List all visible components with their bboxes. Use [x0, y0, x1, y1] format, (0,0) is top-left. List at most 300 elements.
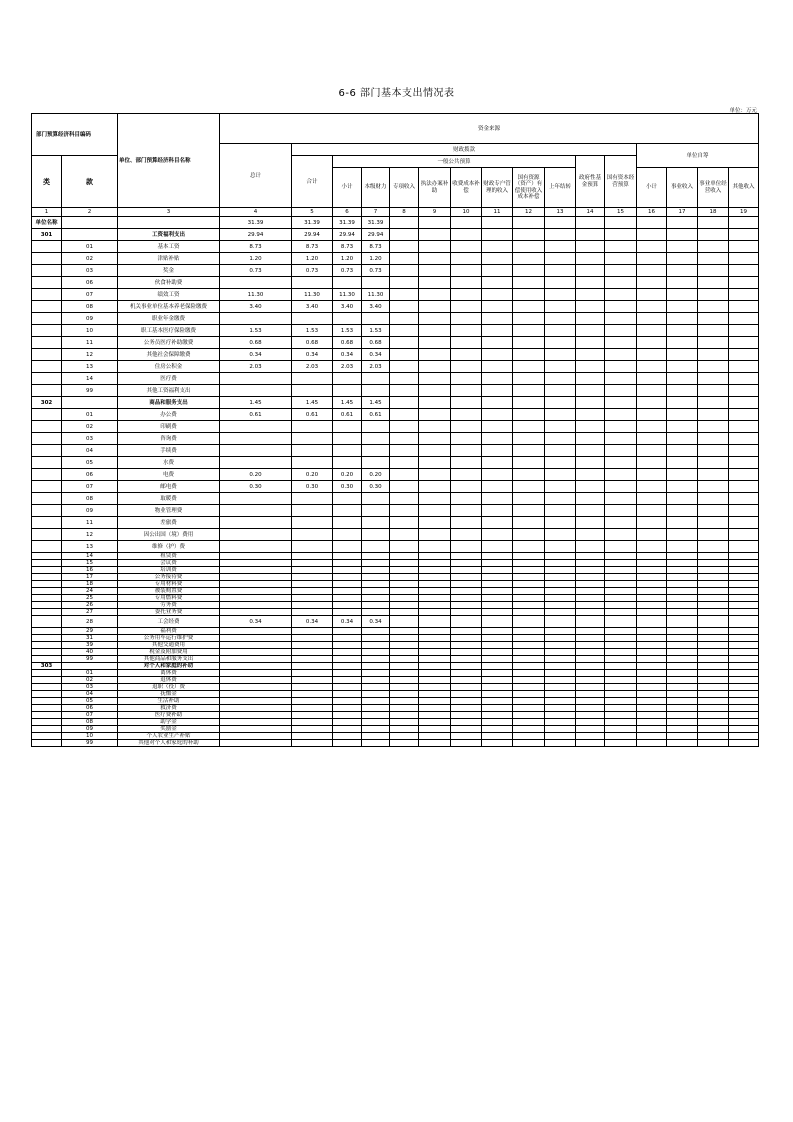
cell-empty	[605, 229, 637, 241]
cell-total: 0.73	[220, 265, 292, 277]
cell-empty	[482, 397, 513, 409]
cell-empty	[482, 337, 513, 349]
cell-empty	[390, 541, 419, 553]
cell-empty	[545, 642, 576, 649]
table-row	[32, 229, 759, 241]
cell-name: 租赁费	[118, 553, 220, 560]
table-row	[32, 691, 759, 698]
cell-empty	[637, 670, 667, 677]
cell-empty	[390, 656, 419, 663]
table-row	[32, 241, 759, 253]
cell-empty	[419, 588, 451, 595]
cell-lei	[32, 541, 62, 553]
cell-subtotal	[333, 649, 362, 656]
cell-empty	[729, 712, 759, 719]
cell-empty	[390, 529, 419, 541]
cell-empty	[698, 628, 729, 635]
cell-name: 其他交通费用	[118, 642, 220, 649]
cell-kuan: 17	[62, 574, 118, 581]
cell-empty	[545, 241, 576, 253]
cell-empty	[419, 705, 451, 712]
cell-empty	[545, 337, 576, 349]
table-row	[32, 505, 759, 517]
cell-empty	[451, 574, 482, 581]
cell-empty	[637, 349, 667, 361]
cell-lei	[32, 609, 62, 616]
cell-empty	[637, 541, 667, 553]
cell-empty	[482, 361, 513, 373]
cell-empty	[482, 642, 513, 649]
table-row	[32, 663, 759, 670]
cell-empty	[545, 616, 576, 628]
cell-empty	[605, 616, 637, 628]
cell-kuan: 99	[62, 740, 118, 747]
cell-empty	[576, 349, 605, 361]
cell-empty	[698, 691, 729, 698]
cell-empty	[482, 635, 513, 642]
cell-total	[220, 595, 292, 602]
cell-empty	[390, 481, 419, 493]
cell-empty	[576, 481, 605, 493]
cell-total: 0.34	[220, 616, 292, 628]
header-c-shoufei: 收费成本补偿	[451, 168, 482, 208]
cell-subtotal	[333, 602, 362, 609]
cell-empty	[729, 313, 759, 325]
cell-empty	[605, 719, 637, 726]
header-code-group: 部门预算经济科目编码	[32, 114, 118, 156]
cell-empty	[729, 698, 759, 705]
cell-empty	[576, 588, 605, 595]
cell-empty	[451, 397, 482, 409]
cell-empty	[667, 337, 698, 349]
cell-empty	[637, 588, 667, 595]
cell-empty	[667, 712, 698, 719]
cell-benji	[362, 609, 390, 616]
cell-empty	[513, 409, 545, 421]
cell-kuan	[62, 397, 118, 409]
cell-empty	[482, 684, 513, 691]
cell-empty	[513, 493, 545, 505]
cell-empty	[390, 277, 419, 289]
cell-name: 个人农业生产补贴	[118, 733, 220, 740]
cell-empty	[637, 733, 667, 740]
cell-empty	[451, 325, 482, 337]
cell-lei	[32, 313, 62, 325]
cell-empty	[605, 361, 637, 373]
table-row	[32, 433, 759, 445]
cell-subtotal-all: 0.34	[292, 616, 333, 628]
cell-empty	[513, 541, 545, 553]
cell-subtotal-all	[292, 733, 333, 740]
cell-subtotal-all: 3.40	[292, 301, 333, 313]
cell-empty	[545, 670, 576, 677]
cell-empty	[605, 529, 637, 541]
cell-empty	[390, 567, 419, 574]
cell-empty	[545, 656, 576, 663]
column-number: 16	[637, 208, 667, 217]
cell-empty	[637, 217, 667, 229]
cell-empty	[419, 433, 451, 445]
cell-empty	[637, 277, 667, 289]
cell-empty	[513, 421, 545, 433]
cell-empty	[390, 493, 419, 505]
cell-empty	[637, 595, 667, 602]
cell-empty	[513, 349, 545, 361]
cell-lei	[32, 349, 62, 361]
cell-empty	[605, 265, 637, 277]
cell-empty	[729, 505, 759, 517]
cell-empty	[698, 517, 729, 529]
header-kuan: 款	[62, 156, 118, 208]
cell-empty	[482, 553, 513, 560]
cell-empty	[576, 684, 605, 691]
cell-lei	[32, 733, 62, 740]
cell-empty	[637, 229, 667, 241]
cell-kuan: 99	[62, 656, 118, 663]
cell-total	[220, 574, 292, 581]
cell-empty	[637, 609, 667, 616]
cell-empty	[545, 277, 576, 289]
cell-name: 奖励金	[118, 726, 220, 733]
cell-empty	[605, 649, 637, 656]
cell-empty	[545, 385, 576, 397]
cell-benji	[362, 421, 390, 433]
cell-empty	[451, 602, 482, 609]
table-row	[32, 217, 759, 229]
cell-kuan: 09	[62, 505, 118, 517]
cell-kuan: 12	[62, 349, 118, 361]
cell-empty	[545, 349, 576, 361]
cell-empty	[390, 677, 419, 684]
cell-empty	[390, 616, 419, 628]
cell-empty	[605, 505, 637, 517]
cell-empty	[576, 628, 605, 635]
cell-empty	[667, 726, 698, 733]
cell-name: 福利费	[118, 628, 220, 635]
table-row	[32, 349, 759, 361]
cell-empty	[545, 581, 576, 588]
cell-empty	[576, 553, 605, 560]
cell-empty	[576, 635, 605, 642]
cell-subtotal: 29.94	[333, 229, 362, 241]
cell-empty	[605, 705, 637, 712]
cell-name: 维修（护）费	[118, 541, 220, 553]
cell-empty	[451, 663, 482, 670]
cell-lei	[32, 421, 62, 433]
cell-empty	[419, 421, 451, 433]
cell-empty	[605, 663, 637, 670]
cell-empty	[545, 253, 576, 265]
table-row	[32, 541, 759, 553]
cell-empty	[451, 581, 482, 588]
cell-empty	[605, 445, 637, 457]
cell-empty	[451, 229, 482, 241]
cell-empty	[729, 616, 759, 628]
cell-empty	[698, 409, 729, 421]
cell-empty	[605, 313, 637, 325]
cell-empty	[605, 642, 637, 649]
cell-empty	[451, 493, 482, 505]
cell-empty	[605, 567, 637, 574]
cell-name: 工资福利支出	[118, 229, 220, 241]
cell-name: 公务员医疗补助缴费	[118, 337, 220, 349]
cell-kuan: 11	[62, 517, 118, 529]
cell-empty	[576, 361, 605, 373]
cell-lei	[32, 289, 62, 301]
cell-empty	[390, 253, 419, 265]
cell-total	[220, 663, 292, 670]
cell-name: 生活补助	[118, 698, 220, 705]
cell-empty	[513, 337, 545, 349]
cell-empty	[419, 265, 451, 277]
header-c-benji: 本级财力	[362, 168, 390, 208]
cell-lei	[32, 581, 62, 588]
cell-total	[220, 277, 292, 289]
cell-name: 专用材料费	[118, 581, 220, 588]
cell-subtotal	[333, 541, 362, 553]
cell-empty	[419, 712, 451, 719]
header-general-budget: 一般公共预算	[333, 156, 576, 168]
cell-empty	[576, 289, 605, 301]
cell-empty	[576, 469, 605, 481]
unit-label: 单位：万元	[729, 108, 757, 114]
cell-empty	[390, 445, 419, 457]
cell-empty	[667, 740, 698, 747]
cell-benji: 0.34	[362, 616, 390, 628]
column-number: 2	[62, 208, 118, 217]
cell-empty	[605, 698, 637, 705]
cell-empty	[637, 433, 667, 445]
cell-subtotal-all	[292, 602, 333, 609]
cell-empty	[729, 493, 759, 505]
cell-total	[220, 733, 292, 740]
cell-subtotal-all: 2.03	[292, 361, 333, 373]
cell-empty	[729, 433, 759, 445]
table-row	[32, 567, 759, 574]
cell-subtotal-all: 1.45	[292, 397, 333, 409]
cell-empty	[545, 397, 576, 409]
cell-benji	[362, 642, 390, 649]
cell-subtotal-all	[292, 581, 333, 588]
cell-empty	[729, 349, 759, 361]
cell-lei	[32, 505, 62, 517]
cell-empty	[513, 445, 545, 457]
cell-empty	[667, 217, 698, 229]
cell-empty	[667, 361, 698, 373]
cell-empty	[667, 541, 698, 553]
table-row	[32, 469, 759, 481]
cell-empty	[698, 574, 729, 581]
cell-empty	[513, 241, 545, 253]
cell-name: 抚恤金	[118, 691, 220, 698]
cell-subtotal	[333, 719, 362, 726]
cell-subtotal-all: 0.30	[292, 481, 333, 493]
cell-kuan: 01	[62, 241, 118, 253]
cell-empty	[667, 289, 698, 301]
cell-empty	[637, 445, 667, 457]
cell-empty	[729, 289, 759, 301]
table-row	[32, 560, 759, 567]
cell-empty	[667, 602, 698, 609]
cell-empty	[667, 349, 698, 361]
cell-empty	[545, 313, 576, 325]
cell-empty	[605, 635, 637, 642]
cell-empty	[605, 670, 637, 677]
cell-empty	[637, 740, 667, 747]
cell-name: 税金及附加费用	[118, 649, 220, 656]
cell-empty	[390, 574, 419, 581]
cell-total	[220, 529, 292, 541]
cell-name: 医疗费补助	[118, 712, 220, 719]
cell-empty	[698, 684, 729, 691]
table-row	[32, 616, 759, 628]
cell-empty	[482, 705, 513, 712]
cell-empty	[451, 337, 482, 349]
cell-empty	[637, 691, 667, 698]
cell-empty	[667, 581, 698, 588]
cell-empty	[576, 433, 605, 445]
cell-empty	[390, 337, 419, 349]
cell-total: 8.73	[220, 241, 292, 253]
cell-empty	[451, 635, 482, 642]
cell-empty	[451, 684, 482, 691]
cell-name: 培训费	[118, 567, 220, 574]
cell-empty	[698, 616, 729, 628]
cell-empty	[545, 663, 576, 670]
cell-empty	[698, 726, 729, 733]
cell-benji	[362, 740, 390, 747]
cell-empty	[637, 361, 667, 373]
cell-empty	[698, 229, 729, 241]
cell-empty	[513, 656, 545, 663]
cell-empty	[419, 567, 451, 574]
cell-benji	[362, 529, 390, 541]
cell-empty	[513, 733, 545, 740]
cell-empty	[605, 325, 637, 337]
cell-empty	[390, 373, 419, 385]
cell-lei	[32, 595, 62, 602]
cell-empty	[667, 698, 698, 705]
cell-total	[220, 493, 292, 505]
table-row	[32, 574, 759, 581]
cell-empty	[637, 457, 667, 469]
cell-benji: 0.20	[362, 469, 390, 481]
cell-empty	[605, 740, 637, 747]
cell-name: 邮电费	[118, 481, 220, 493]
cell-empty	[513, 481, 545, 493]
table-row	[32, 602, 759, 609]
cell-empty	[419, 740, 451, 747]
cell-total	[220, 385, 292, 397]
cell-empty	[698, 301, 729, 313]
cell-empty	[451, 301, 482, 313]
cell-empty	[576, 217, 605, 229]
cell-empty	[451, 277, 482, 289]
cell-empty	[576, 719, 605, 726]
cell-subtotal	[333, 433, 362, 445]
cell-total	[220, 581, 292, 588]
cell-benji	[362, 698, 390, 705]
cell-subtotal-all	[292, 517, 333, 529]
cell-empty	[419, 505, 451, 517]
cell-name: 退职（役）费	[118, 684, 220, 691]
cell-lei	[32, 712, 62, 719]
cell-empty	[545, 698, 576, 705]
cell-empty	[637, 656, 667, 663]
cell-lei	[32, 656, 62, 663]
cell-empty	[545, 529, 576, 541]
cell-kuan: 13	[62, 361, 118, 373]
cell-empty	[451, 726, 482, 733]
cell-name: 办公费	[118, 409, 220, 421]
cell-empty	[451, 313, 482, 325]
cell-empty	[513, 469, 545, 481]
cell-lei	[32, 698, 62, 705]
cell-benji: 1.20	[362, 253, 390, 265]
cell-benji	[362, 712, 390, 719]
cell-lei	[32, 445, 62, 457]
cell-empty	[637, 265, 667, 277]
cell-empty	[667, 277, 698, 289]
cell-total	[220, 541, 292, 553]
cell-empty	[419, 313, 451, 325]
cell-empty	[482, 670, 513, 677]
cell-empty	[698, 265, 729, 277]
cell-empty	[419, 635, 451, 642]
cell-empty	[576, 649, 605, 656]
cell-empty	[667, 677, 698, 684]
cell-empty	[451, 349, 482, 361]
cell-subtotal-all	[292, 595, 333, 602]
table-row	[32, 253, 759, 265]
cell-name: 其他对个人和家庭的补助	[118, 740, 220, 747]
cell-empty	[419, 409, 451, 421]
cell-empty	[667, 616, 698, 628]
cell-kuan: 09	[62, 313, 118, 325]
cell-empty	[482, 445, 513, 457]
cell-empty	[667, 409, 698, 421]
cell-empty	[698, 705, 729, 712]
cell-benji	[362, 553, 390, 560]
cell-kuan	[62, 663, 118, 670]
cell-empty	[451, 567, 482, 574]
cell-empty	[667, 505, 698, 517]
cell-name: 医疗费	[118, 373, 220, 385]
cell-empty	[729, 529, 759, 541]
cell-lei	[32, 337, 62, 349]
cell-empty	[451, 609, 482, 616]
cell-empty	[667, 493, 698, 505]
cell-empty	[729, 705, 759, 712]
cell-name: 离休费	[118, 670, 220, 677]
cell-name: 商品和服务支出	[118, 397, 220, 409]
cell-lei	[32, 529, 62, 541]
cell-subtotal	[333, 677, 362, 684]
cell-empty	[513, 567, 545, 574]
cell-total	[220, 560, 292, 567]
cell-empty	[545, 469, 576, 481]
cell-empty	[637, 663, 667, 670]
cell-benji	[362, 649, 390, 656]
cell-empty	[419, 649, 451, 656]
cell-empty	[729, 691, 759, 698]
cell-subtotal-all	[292, 541, 333, 553]
cell-empty	[545, 595, 576, 602]
cell-empty	[637, 712, 667, 719]
cell-empty	[605, 409, 637, 421]
cell-empty	[390, 595, 419, 602]
cell-total	[220, 670, 292, 677]
